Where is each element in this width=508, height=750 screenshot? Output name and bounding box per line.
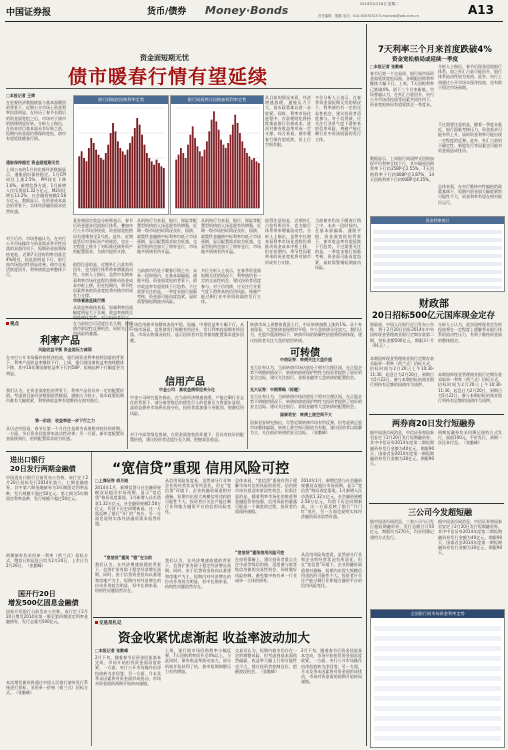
lead-col1-subhead: 通胀保持稳定 资金面短期无忧: [6, 160, 60, 165]
lead-col2-p3: 从收益率曲线来看，短端利率回落幅度明显大于长端，收益率曲线呈现陡峭化趋势。对于投资者而言，在当前时点可适度拉长久期，把握债市阶段性反弹机会，同时关注信用风险的暴露。: [73, 305, 133, 337]
right-table: [370, 216, 505, 292]
colC-p3: 国泰君安研究指出，尽管近期转债市场有所反弹，但考虑到正股市场整体偏弱，转债上涨空间可能较为有限，建议投资者以防御为主，关注低价转债的安全边际。（张勤峰）: [250, 420, 362, 436]
chart-bar: [256, 161, 258, 208]
chart-bar: [86, 161, 88, 208]
lead-col4-p1: 从机构行为来看，银行、保险等配置型机构的入场意愿有所增强，近期一级市场招标情况良好，国债、政策性金融债中标利率均低于市场预期，显示配置需求较为旺盛。交易型机构也加大了债券仓位，市场做多情绪有所升温。: [201, 218, 261, 255]
paper-logo: 中国证券报: [6, 8, 52, 18]
chart-bar: [115, 131, 117, 208]
bottom-p1: 2月下旬，随着春节后资金回流基本完成，市场开始担忧资金面再度收紧。一方面，央行公开市场操作由净投放转为净回笼；另一方面，月末及季末因素将对资金面形成扰动，市场对资金面的预期开始转向谨慎。: [95, 655, 161, 687]
marker-dot: [6, 322, 9, 325]
right-table-title: 资金利率统计: [371, 217, 504, 224]
right-table-grid: [373, 226, 502, 289]
bottom-p4: 2月下旬，随着春节后资金回流基本完成，市场开始担忧资金面再度收紧。一方面，央行公开市场操作由净投放转为净回笼；另一方面，月末及季末因素将对资金面形成扰动，市场对资金面的预期开始转向谨慎。: [301, 648, 362, 685]
chart-bar: [185, 158, 187, 208]
chart-bar: [146, 153, 148, 208]
chart-bar: [78, 156, 80, 208]
chart-bar: [194, 138, 196, 208]
chart-bar: [117, 141, 119, 208]
chart-overnight-svg: [74, 105, 168, 213]
right-mid-headline: 财政部: [419, 299, 449, 310]
mid-p2: 我们认为，在经济增速放缓的背景下，信贷扩张有助于稳定经济增长预期。同时，由于信贷资金投向以基建和房地产为主，短期内对经济增长的拉动作用较为明显，但中长期来看，结构性问题依然存在。: [95, 562, 161, 594]
section-title-en: Money·Bonds: [205, 4, 289, 17]
colC-subhead2: 光大证券：中期策略（标题）: [250, 387, 302, 392]
section-title: 货币/债券: [147, 7, 187, 17]
lead-col4-p3: 多位分析人士表示，在春季资金面短期无忧的情况下，利率债仍有一定的交易性机会，建议投资者适度参与。对于信用债，应关注行业景气度下滑带来的信用风险，规避产能过剩行业中资质较弱的发行主体。: [315, 95, 361, 142]
chart-bar: [151, 161, 153, 208]
chart-bar: [105, 153, 107, 208]
chart-bar: [234, 115, 236, 208]
colB-p-top: 上周信用债市场整体表现平稳，短融、中票收益率小幅下行。从一级市场看，信用债发行规模有所回升，发行利率较前期有所回落，市场认购情况较好，显示投资者对信用债的配置需求逐步回暖。: [130, 322, 244, 343]
colC-p2: 光大证券认为，当前转债市场估值处于相对合理区间，在正股走势不明朗的情况下，转债的债底保护特性为投资者提供了较好的安全边际。建议关注银行、非银金融等大盘转债的配置机会。: [250, 394, 362, 410]
chart-bar: [230, 135, 232, 208]
chart-bar: [175, 160, 177, 208]
lead-col3-p2: 当前债市仍处于暖春行情之中，未来一段时间内，在基本面偏弱、通胀平稳、资金面宽松的背景下，债市收益率有望延续下行趋势。不过需要关注的是，一季度末银行面临考核，资金面可能再度趋紧，届时需警惕短期波动风险。: [137, 268, 197, 305]
lead-col2-subhead: 市场看涨延续行情: [73, 298, 105, 303]
chart-bar: [178, 155, 180, 208]
left-lower-p4: 本次增发债券将通过中国人民银行债券发行系统进行招标，采用单一价格（荷兰式）招标方式。（张勤峰）: [6, 680, 88, 696]
mid-p3b: 我们认为，在经济增速放缓的背景下，信贷扩张有助于稳定经济增长预期。同时，由于信贷资金投向以基建和房地产为主，短期内对经济增长的拉动作用较为明显，但中长期来看，结构性问题依然存在。: [165, 558, 231, 590]
chart-bar: [144, 145, 146, 208]
chart-bar: [90, 138, 92, 208]
chart-bar: [251, 160, 253, 208]
chart-bar: [237, 123, 239, 208]
chart-bar: [199, 151, 201, 208]
lead-col2-p2: 值得注意的是，近期外汇占款有所回升，也为银行体系带来增量流动性。分析人士指出，虽然中长期来看利率市场化进程仍将推动资金成本中枢上移，但在短期内，季节性因素带来的资金宽松将对债市形成有力支撑。: [73, 262, 133, 299]
chart-bar: [156, 160, 158, 208]
colC-headline: 可转债: [290, 348, 320, 359]
mid-p1: 2014年1月，新增信贷与社会融资规模双双超出市场预期，显示“宽信贷”格局再度重现。1月新增人民币贷款1.32万亿元，社会融资规模2.58万亿元，均创下历史同期新高。这一方面反映了银行“开门红”效应，另一方面也说明实体经济融资需求依然旺盛。: [95, 485, 161, 527]
section-marker-a: 视点: [6, 321, 19, 327]
chart-bar: [253, 158, 255, 208]
left-lower-p2: 两期债券均采用单一利率（荷兰式）招标方式，缴款日和起息日均为2月24日，上市日为2月26日。（张勤峰）: [6, 553, 88, 569]
lead-col3-p1: 从机构行为来看，银行、保险等配置型机构的入场意愿有所增强，近期一级市场招标情况良好，国债、政策性金融债中标利率均低于市场预期，显示配置需求较为旺盛。交易型机构也加大了债券仓位，市场做多情绪有所升温。: [137, 218, 197, 255]
chart-bar: [213, 111, 215, 208]
chart-bar: [88, 148, 90, 208]
lead-col1-p1: 在宏观经济数据疲软与基本面暖回的背景下，近期公开市场上资金利率回落明显。在经历了春节长假后的资金面宽松之后，市场对于债市的情绪明显好转。分析人士指出，在资本项目基本面未有好转之前，短期内资金面仍将保持宽松，债市有望延续暖春行情。: [6, 100, 66, 142]
chart-bar: [98, 155, 100, 208]
chart-bar: [110, 133, 112, 208]
lead-col1-p2: 上周公布的1月份宏观经济数据显示，通胀依旧保持稳定。1月CPI同比上涨2.5%，PPI同比下降1.6%。新增信贷方面，1月新增人民币贷款1.32万亿元，M2同比增长13.2%，社会融资规模2.58万亿元。数据显示，在资金成本高企的背景下，实体经济融资需求依然旺盛。: [6, 167, 66, 214]
chart-bar: [139, 125, 141, 208]
mid-subhead: “宽信贷”重现 “稳”在当前: [104, 555, 152, 560]
chart-bar: [127, 150, 129, 208]
bottom-p2: 上周，银行间市场回购利率小幅反弹，7天回购利率回升至4%以上。与此同时，债券收益率波动加大，部分机构开始获利了结，债市短期调整压力有所增加。: [165, 648, 231, 674]
chart-bar: [201, 156, 203, 208]
chart-bar: [112, 123, 114, 208]
colC-p1b: 光大证券认为，当前转债市场估值处于相对合理区间，在正股走势不明朗的情况下，转债的债底保护特性为投资者提供了较好的安全边际。建议关注银行、非银金融等大盘转债的配置机会。: [250, 365, 362, 381]
right-mid-p1: 本期国库现金管理商业银行定期存款采取单一利率（荷兰式）招标方式，招标时间为2月20日上午10:30-11:30，起息日为2月20日，到期日为5月22日。参与本期招标的商业银行须持有足额的国债作为质押。: [370, 356, 434, 388]
right-mid-p2: 分析人士认为，此次国库现金定存的投放将在一定程度上缓解季末银行体系的流动性压力，有利于维持资金面的整体稳定。: [438, 322, 502, 343]
chart-bar: [197, 146, 199, 208]
colA-headline: 利率产品: [40, 336, 80, 347]
lead-col2-p1: 某券商固定收益分析师表示，春节后资金逐步回流银行体系，叠加央行公开市场净投放，资金面宽松格局有望维持至2月底。此外，近期监管层对非标资产的规范，也在一定程度上推升了对标准化债券资产的配置需求，为债市提供支撑。: [73, 218, 133, 255]
colC-subhead: 中信证券：转债关注大盘价值: [280, 357, 332, 362]
colA-p2: 我们认为，在资金面宽松的背景下，利率产品仍具有一定的配置价值。考虑到目前经济数据依然疲弱，通胀压力较小，货币政策短期内难有大幅收紧，利率债收益率有望维持在相对低位。: [6, 388, 124, 404]
colA-p3: 从历史经验看，春节后第一个月往往是债市表现相对较好的时期。一方面，节后资金回流带来流动性改善；另一方面，新年度配置资金陆续到位，机构配置需求较为旺盛。: [6, 426, 124, 442]
masthead-edition: 2014年2月18日 星期二: [360, 2, 399, 6]
colA-subhead2: 第一阶段：收益率进一步下行之力: [35, 418, 95, 423]
chart-bar: [107, 145, 109, 208]
chart-bar: [148, 158, 150, 208]
right-top-subhead: 资金宽松格局或延续一季度: [392, 57, 459, 63]
right-mid-p3: 本期国库现金管理商业银行定期存款采取单一利率（荷兰式）招标方式，招标时间为2月20日上午10:30-11:30，起息日为2月20日，到期日为5月22日。参与本期招标的商业银行须持有足额的国债作为质押。: [438, 372, 502, 404]
chart-bar: [141, 135, 143, 208]
chart-bar: [124, 155, 126, 208]
chart-bar: [244, 148, 246, 208]
left-lower-headline: 进出口银行: [10, 456, 45, 464]
lead-headline: 债市暖春行情有望延续: [68, 66, 269, 88]
right-mid-byline: 财政部、中国人民银行近日发布公告称，将于2月20日招标2014年中央国库现金管理商业银行定期存款第二期，招标金额500亿元，期限3个月（91天）。: [370, 322, 434, 348]
mid-p4: 总体来看，“宽信贷”重现有利于缓解市场对信用风险的担忧，信用债市场有望迎来阶段性机会。但需注意的是，随着利率市场化的推进和金融监管的加强，信用风险的暴露可能是一个渐进的过程，投资者仍需保持谨慎。: [235, 478, 297, 515]
marker-dot-b: [95, 621, 98, 624]
colA-p1: 在央行公开市场操作持续净投放，银行间资金利率持续回落的背景下，利率产品收益率继续下行。上周，银行间国债收益率曲线整体下移，其中10年期国债收益率下行约5BP，短端品种下行幅度更为明显。: [6, 355, 124, 376]
chart-bar: [182, 153, 184, 208]
bottom-p3: 交易员认为，短期内债市仍存在一定的调整风险，但考虑到基本面依然偏弱，收益率大幅上行的可能性也不大，建议投资者控制仓位，把握波段机会。（张勤峰）: [235, 648, 297, 674]
chart-weighted-repo: [170, 95, 264, 215]
colB-p3: 对于中高等级信用债，在资金面宽松的环境下，仍具有较好的配置价值，建议投资者适度拉长久期，把握票息收益。: [130, 432, 244, 443]
bottom-byline: □本报记者 张勤峰: [95, 648, 129, 653]
colC-p-top: 转债市场上周整体震荡上行，中证转债指数上涨约1%。从个券表现看，大盘转债表现相对平稳，中小盘转债分化较大。我们认为，在股市震荡格局下，转债市场的防御性价值将得到体现，建议投资者关注大盘价值型转债。: [250, 322, 362, 343]
chart-bar: [208, 131, 210, 208]
chart-bar: [239, 133, 241, 208]
chart-bar: [258, 163, 260, 208]
page-number: A13: [468, 3, 494, 17]
lead-col6-p1: 值得注意的是，近期外汇占款有所回升，也为银行体系带来增量流动性。分析人士指出，虽然中长期来看利率市场化进程仍将推动资金成本中枢上移，但在短期内，季节性因素带来的资金宽松将对债市形成有力支撑。: [265, 218, 311, 265]
right-low-p2: 两期短融券均采用簿记建档方式发行，面值100元，平价发行，到期一次还本付息。（张勤峰）: [438, 430, 502, 446]
bottom-headline: 资金收紧忧虑渐起 收益率波动加大: [118, 630, 310, 645]
chart-weighted-title: 银行间质押式回购加权利率走势: [171, 96, 263, 104]
right-footer-chart: [370, 609, 505, 748]
lead-kicker: 资金面短期无忧: [140, 54, 189, 62]
right-p2: 数据显示，上周银行间质押式回购加权平均利率全线下行，其中隔夜回购利率下行约25BP至2.55%，7天回购利率下行约80BP至3.87%，14天回购利率下行约60BP至4.35%。: [370, 156, 434, 182]
chart-bar: [131, 136, 133, 208]
chart-bar: [241, 141, 243, 208]
chart-bar: [232, 125, 234, 208]
right-top-headline: 7天利率三个月来首度跌破4%: [378, 45, 492, 55]
mid-subhead2: “宽信贷”重现信用风险可控: [235, 550, 285, 555]
chart-bar: [134, 128, 136, 208]
mid-byline: □上海证券 胡月晓: [95, 478, 129, 483]
right-p4: 不过需要注意的是，随着一季度末临近，银行面临考核压力，资金需求可能有所上升，届时资金利率可能出现一定程度的反弹。此外，外汇占款的不确定性、新股发行等因素也可能对资金面造成扰动。: [438, 122, 502, 154]
chart-bar: [163, 168, 165, 208]
chart-bar: [81, 151, 83, 208]
chart-bar: [93, 143, 95, 208]
colC-subhead3: 国泰君安：转债上涨空间不大: [280, 412, 332, 417]
chart-bar: [189, 135, 191, 208]
chart-bar: [225, 148, 227, 208]
lead-col4-p2: 从目前的情况来看，经济增速放缓、通胀压力不大，货币政策难以进一步收紧。同时，利率市场化进程中，存款理财化将持续推高银行负债成本，进而对债券收益率形成一定支撑。综合来看，债市暖春行情有望延续，但上行空间有限。: [265, 95, 311, 147]
left-lower-headline4: 增发500亿固息金融债: [8, 599, 79, 607]
chart-bar: [204, 150, 206, 208]
chart-bar: [136, 118, 138, 208]
lead-col5-p1: 多位分析人士表示，在春季资金面短期无忧的情况下，利率债仍有一定的交易性机会，建议投资者适度参与。对于信用债，应关注行业景气度下滑带来的信用风险，规避产能过剩行业中资质较弱的发行主体。: [201, 268, 261, 305]
chart-overnight-repo: [73, 95, 169, 215]
right-footer-title: 全国银行间市场资金利率走势: [371, 610, 504, 618]
chart-bar: [206, 141, 208, 208]
chart-bar: [102, 160, 104, 208]
chart-bar: [119, 148, 121, 208]
chart-bar: [215, 121, 217, 208]
right-low-p4: 据中国货币网消息，中信证券和国泰君安定于2月20日发行短期融资券。其中中信证券2014年度第二期短期融资券发行金额为40亿元，期限90天；国泰君安2014年度第一期短期融资券发行金额为30亿元，期限90天。: [438, 519, 502, 556]
chart-bar: [122, 151, 124, 208]
right-p5: 总体来看，在央行维持中性偏松的政策基调下，短期内资金面大幅收紧的可能性不大，资金利率有望在相对低位运行。: [438, 184, 502, 205]
chart-bar: [187, 145, 189, 208]
chart-overnight-title: 银行间隔夜回购利率走势: [74, 96, 168, 104]
chart-weighted-svg: [171, 105, 263, 213]
chart-bar: [158, 163, 160, 208]
chart-bar: [100, 158, 102, 208]
chart-bar: [153, 165, 155, 208]
right-low-headline2: 三公司今发超短融: [408, 508, 472, 517]
chart-bar: [83, 158, 85, 208]
lead-col1-p3: 对于后市，市场普遍认为，在央行公开市场操作与资金需求季节性回落的双重作用下，短期资金面将保持宽松。近期7天回购利率回落至4%附近，较此前明显下行，银行间市场流动性明显改善。债市交易活跃度回升，利率债收益率整体下行。: [6, 236, 66, 278]
chart-bar: [223, 145, 225, 208]
right-p3: 分析人士指出，春节后现金回流银行体系，加之外汇占款可能回升，银行体系流动性较为充裕。此外，央行上周通过公开市场实现净投放，也有助于稳定市场预期。: [438, 64, 502, 90]
chart-bar: [129, 143, 131, 208]
chart-bar: [248, 156, 250, 208]
left-lower-p3: 国家开发银行日前发布公告称，该行定于2月20日增发2014年第一期至第四期固定利率金融债券，发行总量为500亿元。: [6, 609, 88, 625]
mid-p3: 从信用风险角度看，虽然部分行业和企业的经营状况有所恶化，但在“宽信贷”环境下，企业的融资渠道相对通畅，短期内出现大规模信用违约的可能性不大。投资者应关注产能过剩行业和地方融资平台的信用风险变化。: [165, 478, 231, 515]
chart-bar: [227, 143, 229, 208]
mid-p6: 2014年1月，新增信贷与社会融资规模双双超出市场预期，显示“宽信贷”格局再度重现。1月新增人民币贷款1.32万亿元，社会融资规模2.58万亿元，均创下历史同期新高。这一方面反映了银行“开门红”效应，另一方面也说明实体经济融资需求依然旺盛。: [301, 478, 362, 520]
lead-byline: □本报记者 王辉: [6, 93, 36, 98]
chart-bar: [160, 166, 162, 208]
right-footer-body: [374, 621, 501, 744]
right-p1: 春节后第一个交易周，银行间市场资金面延续宽松局面，各期限回购利率继续大幅下行。上周，7天回购利率已跌破4%，创下三个月来新低。市场普遍认为，在外汇占款回升、央行公开市场净投放等因素共同作用下，资金宽松格局有望延续至一季度末。: [370, 71, 434, 108]
masthead-editors: 责任编辑：殷鹏 电话：010-63070315 E-mail:zbs@zzb.com.cn: [318, 14, 419, 18]
colB-subhead: 中金公司：高收益债将迎来分化: [159, 387, 215, 392]
chart-bar: [218, 130, 220, 208]
right-low-p3: 据中国货币网消息，三家公司今日发行超短期融资券，发行总额合计50亿元，期限均为270天，均采用簿记建档方式发行。: [370, 519, 434, 540]
chart-bar: [220, 140, 222, 208]
left-lower-headline3: 国开行20日: [18, 590, 56, 598]
right-low-p1: 据中国货币网消息，中信证券和国泰君安定于2月20日发行短期融资券。其中中信证券2014年度第二期短期融资券发行金额为40亿元，期限90天；国泰君安2014年度第一期短期融资券发行金额为30亿元，期限90天。: [370, 430, 434, 467]
chart-bar: [95, 150, 97, 208]
chart-bar: [180, 148, 182, 208]
left-lower-p1: 中国进出口银行日前发布公告称，该行定于2月20日招标发行2014年第六、七期金融债券。其中第六期金融债券为3年期固定利率品种，发行规模不超过50亿元；第七期为5年期固定利率品种，发行规模不超过50亿元。: [6, 475, 88, 501]
chart-bar: [246, 153, 248, 208]
mid-headline: “宽信贷”重现 信用风险可控: [112, 461, 290, 477]
right-low-headline: 两券商20日发行短融券: [392, 419, 476, 428]
mid-p5: 在投资策略上，建议投资者重点关注中高等级信用债，适度参与低等级信用债的交易性机会，同时做好风险控制，避免集中持有单一行业或单一主体的债券。: [235, 557, 297, 583]
colB-headline: 信用产品: [165, 377, 205, 388]
right-byline: □本报记者 张勤峰: [370, 64, 404, 69]
chart-bar: [192, 126, 194, 208]
right-mid-headline2: 20日招标500亿元国库现金定存: [372, 311, 496, 321]
colB-p2: 中金公司研究报告指出，在当前经济增速放缓、产能过剩行业去化的背景下，部分低等级信用债发行人的偿债压力将逐步显现，高收益债券市场将出现分化，投资者需加强个券甄别，规避信用风险。: [130, 395, 244, 416]
chart-bar: [211, 120, 213, 208]
left-lower-headline2: 20日发行两期金融债: [10, 465, 76, 473]
mid-p7: 从信用风险角度看，虽然部分行业和企业的经营状况有所恶化，但在“宽信贷”环境下，企业的融资渠道相对通畅，短期内出现大规模信用违约的可能性不大。投资者应关注产能过剩行业和地方融资平台的信用风险变化。: [301, 552, 362, 589]
colA-subhead: 风险收益平衡 资金面压力减弱: [38, 347, 92, 352]
section-marker-b: 交易员札记: [95, 620, 122, 626]
lead-col7-p1: 当前债市仍处于暖春行情之中，未来一段时间内，在基本面偏弱、通胀平稳、资金面宽松的背景下，债市收益率有望延续下行趋势。不过需要关注的是，一季度末银行面临考核，资金面可能再度趋紧，届时需警惕短期波动风险。: [315, 218, 361, 270]
